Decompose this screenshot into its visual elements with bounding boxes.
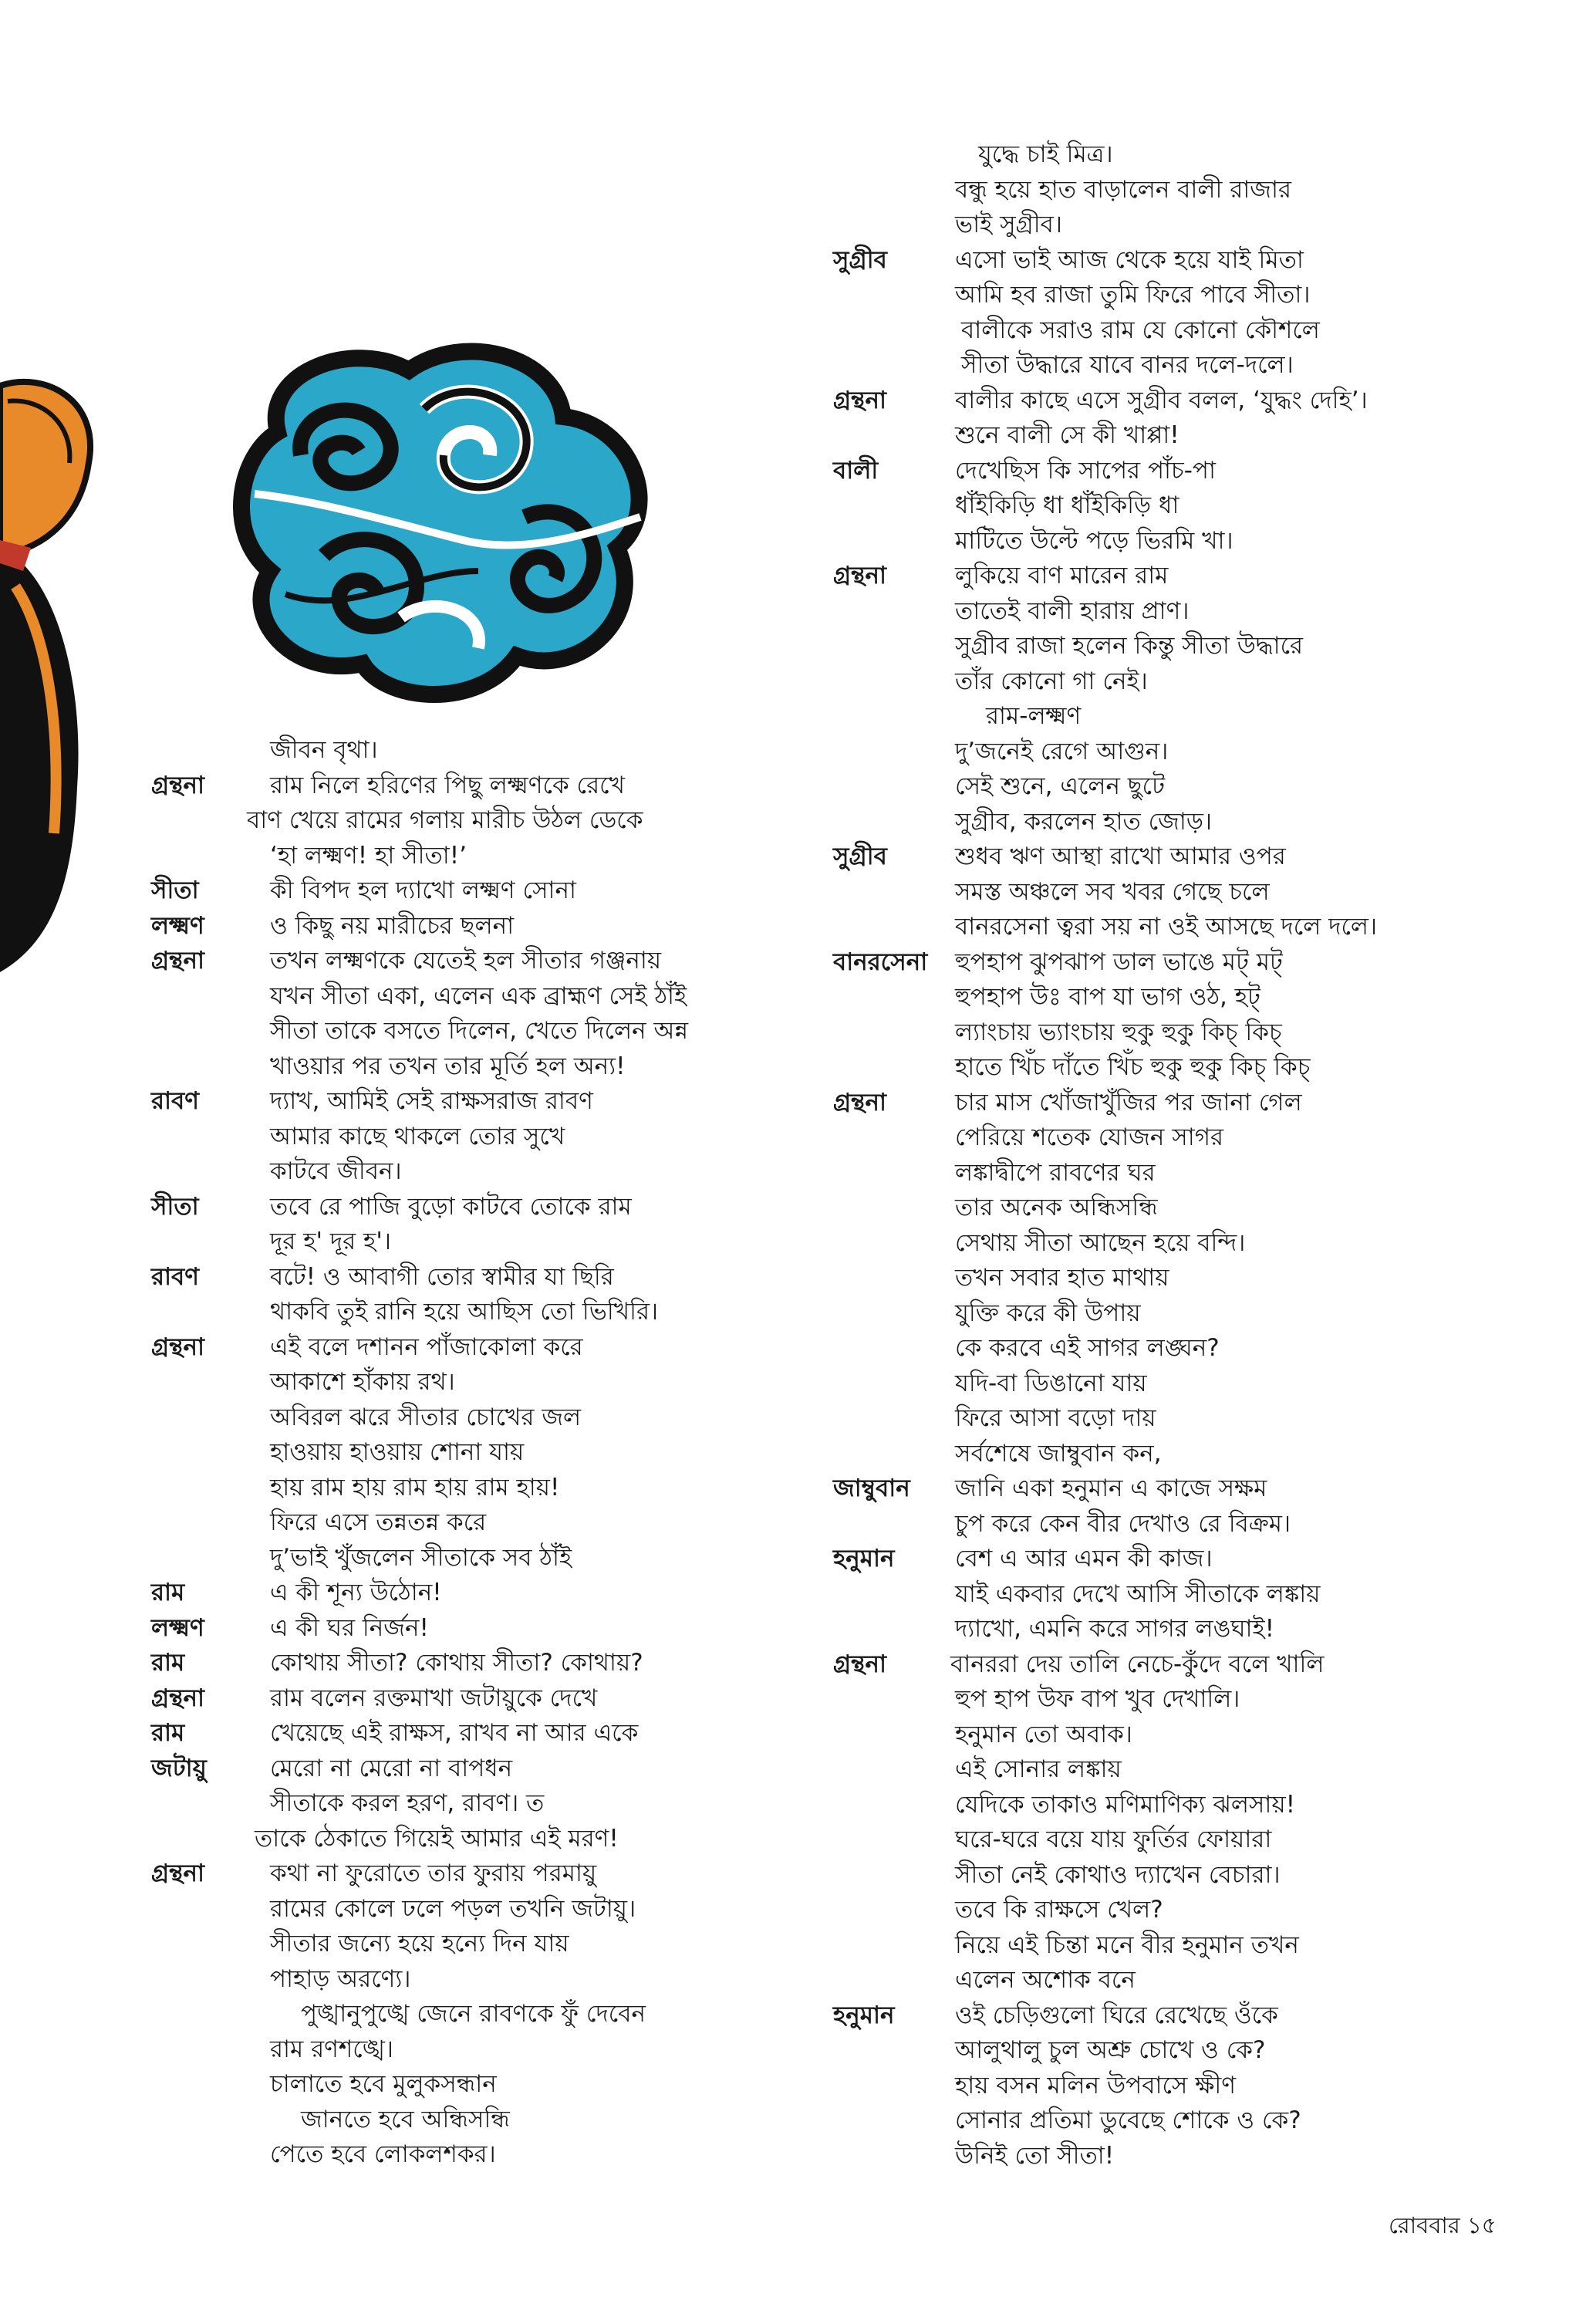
verse-text: বন্ধু হয়ে হাত বাড়ালেন বালী রাজার [955,175,1292,204]
verse-line [151,1260,784,1295]
verse-line [151,2137,784,2173]
verse-line [833,1858,1543,1893]
verse-text: আলুথালু চুল অশ্রু চোখে ও কে? [955,2036,1266,2064]
speaker-label: জাম্বুবান [833,1474,910,1502]
right-verse-column [833,137,1543,2174]
speaker-label: গ্রন্থনা [151,771,205,799]
verse-line [151,1120,784,1155]
verse-line [151,1014,784,1049]
verse-line [151,2032,784,2068]
verse-text: হুপহাপ উঃ বাপ যা ভাগ ওঠ, হট্ [955,983,1260,1011]
verse-text: সীতা নেই কোথাও দ্যাখেন বেচারা। [955,1860,1281,1889]
verse-line [151,1049,784,1085]
verse-line [833,945,1543,981]
verse-text: বালীকে সরাও রাম যে কোনো কৌশলে [961,316,1320,344]
verse-text: তাতেই বালী হারায় প্রাণ। [955,596,1190,625]
verse-line [151,1190,784,1225]
verse-text: নিয়ে এই চিন্তা মনে বীর হনুমান তখন [955,1930,1299,1959]
speaker-label: বানরসেনা [833,948,928,976]
verse-line [833,1928,1543,1964]
verse-line [833,1507,1543,1542]
verse-line [833,2103,1543,2139]
verse-text: আকাশে হাঁকায় রথ। [270,1368,455,1396]
speaker-label: গ্রন্থনা [151,1684,205,1712]
verse-text: দেখেছিস কি সাপের পাঁচ-পা [955,456,1216,485]
verse-text: সেথায় সীতা আছেন হয়ে বন্দি। [955,1228,1246,1257]
verse-text: আমার কাছে থাকলে তোর সুখে [270,1122,565,1150]
speaker-label: গ্রন্থনা [151,1333,205,1361]
verse-line [833,805,1543,840]
verse-line [151,839,784,874]
verse-line [833,1120,1543,1156]
verse-text: যুদ্ধে চাই মিত্র। [978,140,1113,168]
verse-text: আমি হব রাজা তুমি ফিরে পাবে সীতা। [955,281,1311,309]
verse-text: বটে! ও আবাগী তোর স্বামীর যা ছিরি [270,1262,614,1291]
verse-line [151,1224,784,1260]
speaker-label: রাম [151,1649,185,1677]
verse-line [833,208,1543,243]
verse-line [833,1156,1543,1191]
verse-text: এলেন অশোক বনে [955,1966,1136,1994]
verse-text: পুঙ্খানুপুঙ্খে জেনে রাবণকে ফুঁ দেবেন [301,2000,646,2028]
verse-line [833,173,1543,208]
verse-text: অবিরল ঝরে সীতার চোখের জল [270,1403,582,1431]
verse-text: তাকে ঠেকাতে গিয়েই আমার এই মরণ! [255,1824,619,1853]
verse-line [833,1963,1543,1998]
verse-text: ধাঁইকিড়ি ধা ধাঁইকিড়ি ধা [955,491,1179,519]
verse-line [833,735,1543,770]
verse-line [151,1962,784,1998]
verse-line [833,1752,1543,1788]
speaker-label: রাবণ [151,1262,200,1291]
verse-text: এসো ভাই আজ থেকে হয়ে যাই মিতা [955,245,1304,274]
verse-line [833,383,1543,419]
verse-text: জীবন বৃথা। [270,736,378,764]
speaker-label: গ্রন্থনা [833,1088,887,1116]
page-footer: রোববার ১৫ [1389,2212,1497,2238]
verse-line [833,137,1543,173]
verse-line [833,980,1543,1015]
verse-line [833,1893,1543,1928]
verse-line [833,243,1543,279]
verse-text: খাওয়ার পর তখন তার মূর্তি হল অন্য! [270,1052,626,1080]
verse-line [151,1541,784,1576]
verse-text: হাতে খিঁচ দাঁতে খিঁচ হুকু হুকু কিচ্ কিচ্ [955,1053,1311,1081]
verse-line [151,909,784,944]
verse-line [833,1050,1543,1086]
verse-text: ‘হা লক্ষ্মণ! হা সীতা!’ [270,841,467,870]
speaker-label: জটায়ু [151,1754,207,1782]
verse-text: সুগ্রীব, করলেন হাত জোড়। [955,807,1213,836]
verse-text: দু’জনেই রেগে আগুন। [955,737,1169,765]
verse-text: ওই চেড়িগুলো ঘিরে রেখেছে ওঁকে [955,2001,1278,2029]
verse-text: কোথায় সীতা? কোথায় সীতা? কোথায়? [270,1649,643,1677]
verse-line [151,979,784,1015]
verse-text: যদি-বা ডিঙানো যায় [955,1369,1147,1397]
verse-line [833,2033,1543,2069]
speaker-label: গ্রন্থনা [833,386,887,414]
verse-text: চুপ করে কেন বীর দেখাও রে বিক্রম। [955,1509,1291,1538]
verse-line [833,313,1543,349]
verse-text: যখন সীতা একা, এলেন এক ব্রাহ্মণ সেই ঠাঁই [270,981,687,1010]
verse-text: কথা না ফুরোতে তার ফুরায় পরমায়ু [270,1860,597,1887]
speaker-label: বালী [833,456,879,485]
verse-text: দূর হ' দূর হ'। [270,1228,391,1255]
verse-line [151,1646,784,1681]
speaker-label: সীতা [151,877,199,904]
speaker-label: রাবণ [151,1087,200,1115]
verse-line [151,2103,784,2138]
verse-line [833,1788,1543,1823]
verse-line [151,1681,784,1717]
verse-text: হুপ হাপ উফ বাপ খুব দেখালি। [955,1685,1240,1713]
verse-line [151,1892,784,1927]
verse-text: হায় রাম হায় রাম হায় রাম হায়! [270,1473,560,1501]
verse-text: হায় বসন মলিন উপবাসে ক্ষীণ [955,2071,1236,2099]
verse-line [833,910,1543,945]
verse-text: বানররা দেয় তালি নেচে-কুঁদে বলে খালি [950,1650,1325,1678]
verse-text: রামের কোলে ঢলে পড়ল তখনি জটায়ু। [270,1894,636,1923]
verse-line [151,1471,784,1506]
verse-text: ভাই সুগ্রীব। [955,211,1062,238]
verse-text: শুধব ঋণ আস্থা রাখো আমার ওপর [955,843,1286,870]
verse-text: পেতে হবে লোকলশকর। [270,2140,496,2168]
verse-line [151,1576,784,1611]
left-verse-column [151,733,784,2173]
verse-line [833,1437,1543,1472]
verse-line [833,1822,1543,1858]
verse-text: জানি একা হনুমান এ কাজে সক্ষম [955,1474,1267,1502]
verse-text: সীতা তাকে বসতে দিলেন, খেতে দিলেন অন্ন [270,1017,689,1045]
verse-text: যেদিকে তাকাও মণিমাণিক্য ঝলসায়! [955,1790,1296,1819]
verse-text: সুগ্রীব রাজা হলেন কিন্তু সীতা উদ্ধারে [955,632,1304,660]
verse-line [833,348,1543,383]
speaker-label: রাম [151,1579,185,1606]
verse-line [151,1997,784,2032]
verse-line [833,1296,1543,1332]
verse-line [833,1471,1543,1507]
verse-text: দ্যাখ, আমিই সেই রাক্ষসরাজ রাবণ [270,1087,593,1115]
verse-line [151,1856,784,1892]
verse-text: এ কী শূন্য উঠোন! [270,1579,442,1606]
verse-line [151,1786,784,1822]
verse-line [833,699,1543,735]
verse-text: এই সোনার লঙ্কায় [955,1755,1122,1783]
verse-line [151,1330,784,1366]
verse-line [833,1682,1543,1718]
verse-text: হুপহাপ ঝুপঝাপ ডাল ভাঙে মট্ মট্ [955,948,1283,976]
verse-text: তখন সবার হাত মাথায় [955,1264,1169,1292]
speaker-label: হনুমান [833,1545,895,1572]
verse-text: সোনার প্রতিমা ডুবেছে শোকে ও কে? [955,2106,1301,2134]
verse-text: তবে রে পাজি বুড়ো কাটবে তোকে রাম [270,1192,632,1221]
verse-line [833,1261,1543,1296]
verse-text: পাহাড় অরণ্যে। [270,1964,411,1993]
verse-text: লঙ্কাদ্বীপে রাবণের ঘর [955,1158,1156,1187]
verse-line [833,559,1543,594]
verse-text: কী বিপদ হল দ্যাখো লক্ষ্মণ সোনা [270,877,577,904]
verse-text: চালাতে হবে মুলুকসন্ধান [270,2070,497,2098]
verse-text: রাম-লক্ষ্মণ [986,702,1082,730]
verse-text: কাটবে জীবন। [270,1157,402,1185]
verse-line [151,1084,784,1120]
verse-line [833,1331,1543,1366]
verse-text: কে করবে এই সাগর লঙ্ঘন? [955,1334,1220,1362]
verse-line [151,803,784,839]
swirl-cloud-illustration [231,339,663,710]
verse-line [833,769,1543,805]
verse-line [833,1226,1543,1262]
verse-text: হনুমান তো অবাক। [955,1720,1132,1748]
verse-text: রাম নিলে হরিণের পিছু লক্ষ্মণকে রেখে [270,771,625,799]
verse-line [151,1154,784,1190]
verse-line [151,733,784,768]
verse-line [151,1295,784,1330]
verse-text: ল্যাংচায় ভ্যাংচায় হুকু হুকু কিচ্ কিচ্ [955,1018,1282,1046]
verse-line [151,1611,784,1647]
verse-line [833,1401,1543,1437]
verse-text: যাই একবার দেখে আসি সীতাকে লঙ্কায় [955,1579,1321,1608]
verse-text: দ্যাখো, এমনি করে সাগর লঙঘাই! [955,1615,1275,1643]
verse-text: ফিরে আসা বড়ো দায় [955,1404,1156,1432]
verse-text: থাকবি তুই রানি হয়ে আছিস তো ভিখিরি। [270,1298,659,1326]
verse-line [151,1505,784,1541]
verse-line [833,594,1543,630]
verse-text: সেই শুনে, এলেন ছুটে [955,772,1166,800]
verse-line [833,1542,1543,1577]
verse-line [151,1400,784,1436]
verse-line [833,1086,1543,1121]
verse-line [151,944,784,979]
verse-line [151,1365,784,1400]
verse-text: ফিরে এসে তন্নতন্ন করে [270,1508,487,1536]
verse-line [151,2067,784,2103]
verse-text: সর্বশেষে জাম্বুবান কন, [955,1439,1162,1468]
speaker-label: গ্রন্থনা [151,947,205,975]
verse-text: দু’ভাই খুঁজলেন সীতাকে সব ঠাঁই [270,1543,572,1572]
verse-line [833,1191,1543,1226]
verse-text: চার মাস খোঁজাখুঁজির পর জানা গেল [955,1088,1302,1116]
speaker-label: রাম [151,1719,185,1747]
verse-text: সমস্ত অঞ্চলে সব খবর গেছে চলে [955,877,1270,906]
verse-text: হাওয়ায় হাওয়ায় শোনা যায় [270,1438,525,1466]
speaker-label: লক্ষ্মণ [151,911,204,940]
verse-text: বাণ খেয়ে রামের গলায় মারীচ উঠল ডেকে [247,806,643,834]
verse-line [833,1015,1543,1051]
verse-text: বানরসেনা ত্বরা সয় না ওই আসছে দলে দলে। [955,913,1378,941]
verse-text: রাম রণশঙ্খে। [270,2035,393,2063]
verse-line [833,278,1543,313]
verse-text: সীতার জন্যে হয়ে হন্যে দিন যায় [270,1930,569,1957]
verse-line [833,524,1543,559]
verse-line [833,1612,1543,1647]
verse-line [151,768,784,804]
verse-line [833,875,1543,910]
verse-text: তখন লক্ষ্মণকে যেতেই হল সীতার গঞ্জনায় [270,947,662,975]
verse-line [833,1647,1543,1683]
verse-line [833,1577,1543,1613]
verse-line [833,488,1543,524]
verse-text: রাম বলেন রক্তমাখা জটায়ুকে দেখে [270,1684,598,1712]
verse-line [833,2139,1543,2174]
verse-text: পেরিয়ে শতেক যোজন সাগর [955,1123,1224,1151]
verse-text: তার অনেক অন্ধিসন্ধি [955,1194,1158,1221]
verse-text: সীতাকে করল হরণ, রাবণ। ত [270,1789,545,1817]
speaker-label: গ্রন্থনা [833,1650,887,1678]
verse-text: উনিই তো সীতা! [955,2141,1115,2170]
verse-line [833,664,1543,700]
verse-line [833,1366,1543,1402]
verse-text: মাটিতে উল্টে পড়ে ভিরমি খা। [955,526,1233,555]
verse-line [151,873,784,909]
verse-text: তবে কি রাক্ষসে খেল? [955,1896,1163,1924]
verse-text: ঘরে-ঘরে বয়ে যায় ফুর্তির ফোয়ারা [955,1826,1272,1853]
verse-text: এ কী ঘর নির্জন! [270,1613,429,1642]
speaker-label: সুগ্রীব [833,245,887,274]
verse-line [151,1822,784,1857]
illustration-figure [0,355,100,988]
verse-text: যুক্তি করে কী উপায় [955,1299,1141,1327]
verse-line [151,1716,784,1751]
verse-line [833,839,1543,875]
speaker-label: লক্ষ্মণ [151,1613,204,1642]
verse-text: বেশ এ আর এমন কী কাজ। [955,1545,1213,1572]
verse-text: এই বলে দশানন পাঁজাকোলা করে [270,1333,583,1361]
verse-text: ও কিছু নয় মারীচের ছলনা [270,911,515,940]
verse-line [833,418,1543,454]
speaker-label: হনুমান [833,2001,895,2029]
verse-line [833,1998,1543,2034]
verse-text: বালীর কাছে এসে সুগ্রীব বলল, ‘যুদ্ধং দেহি’। [955,386,1368,414]
verse-line [833,1718,1543,1753]
verse-text: জানতে হবে অন্ধিসন্ধি [301,2105,510,2133]
verse-text: সীতা উদ্ধারে যাবে বানর দলে-দলে। [961,351,1294,379]
verse-text: শুনে বালী সে কী খাপ্পা! [955,421,1179,449]
verse-line [151,1751,784,1787]
verse-line [833,2069,1543,2104]
speaker-label: সুগ্রীব [833,843,887,870]
verse-text: মেরো না মেরো না বাপধন [270,1754,513,1782]
speaker-label: গ্রন্থনা [151,1860,205,1887]
verse-line [833,454,1543,489]
verse-line [833,629,1543,664]
verse-text: খেয়েছে এই রাক্ষস, রাখব না আর একে [270,1719,639,1747]
verse-line [151,1435,784,1471]
speaker-label: গ্রন্থনা [833,562,887,589]
verse-text: লুকিয়ে বাণ মারেন রাম [955,562,1169,589]
speaker-label: সীতা [151,1192,199,1221]
verse-text: তাঁর কোনো গা নেই। [955,667,1148,695]
verse-line [151,1927,784,1962]
